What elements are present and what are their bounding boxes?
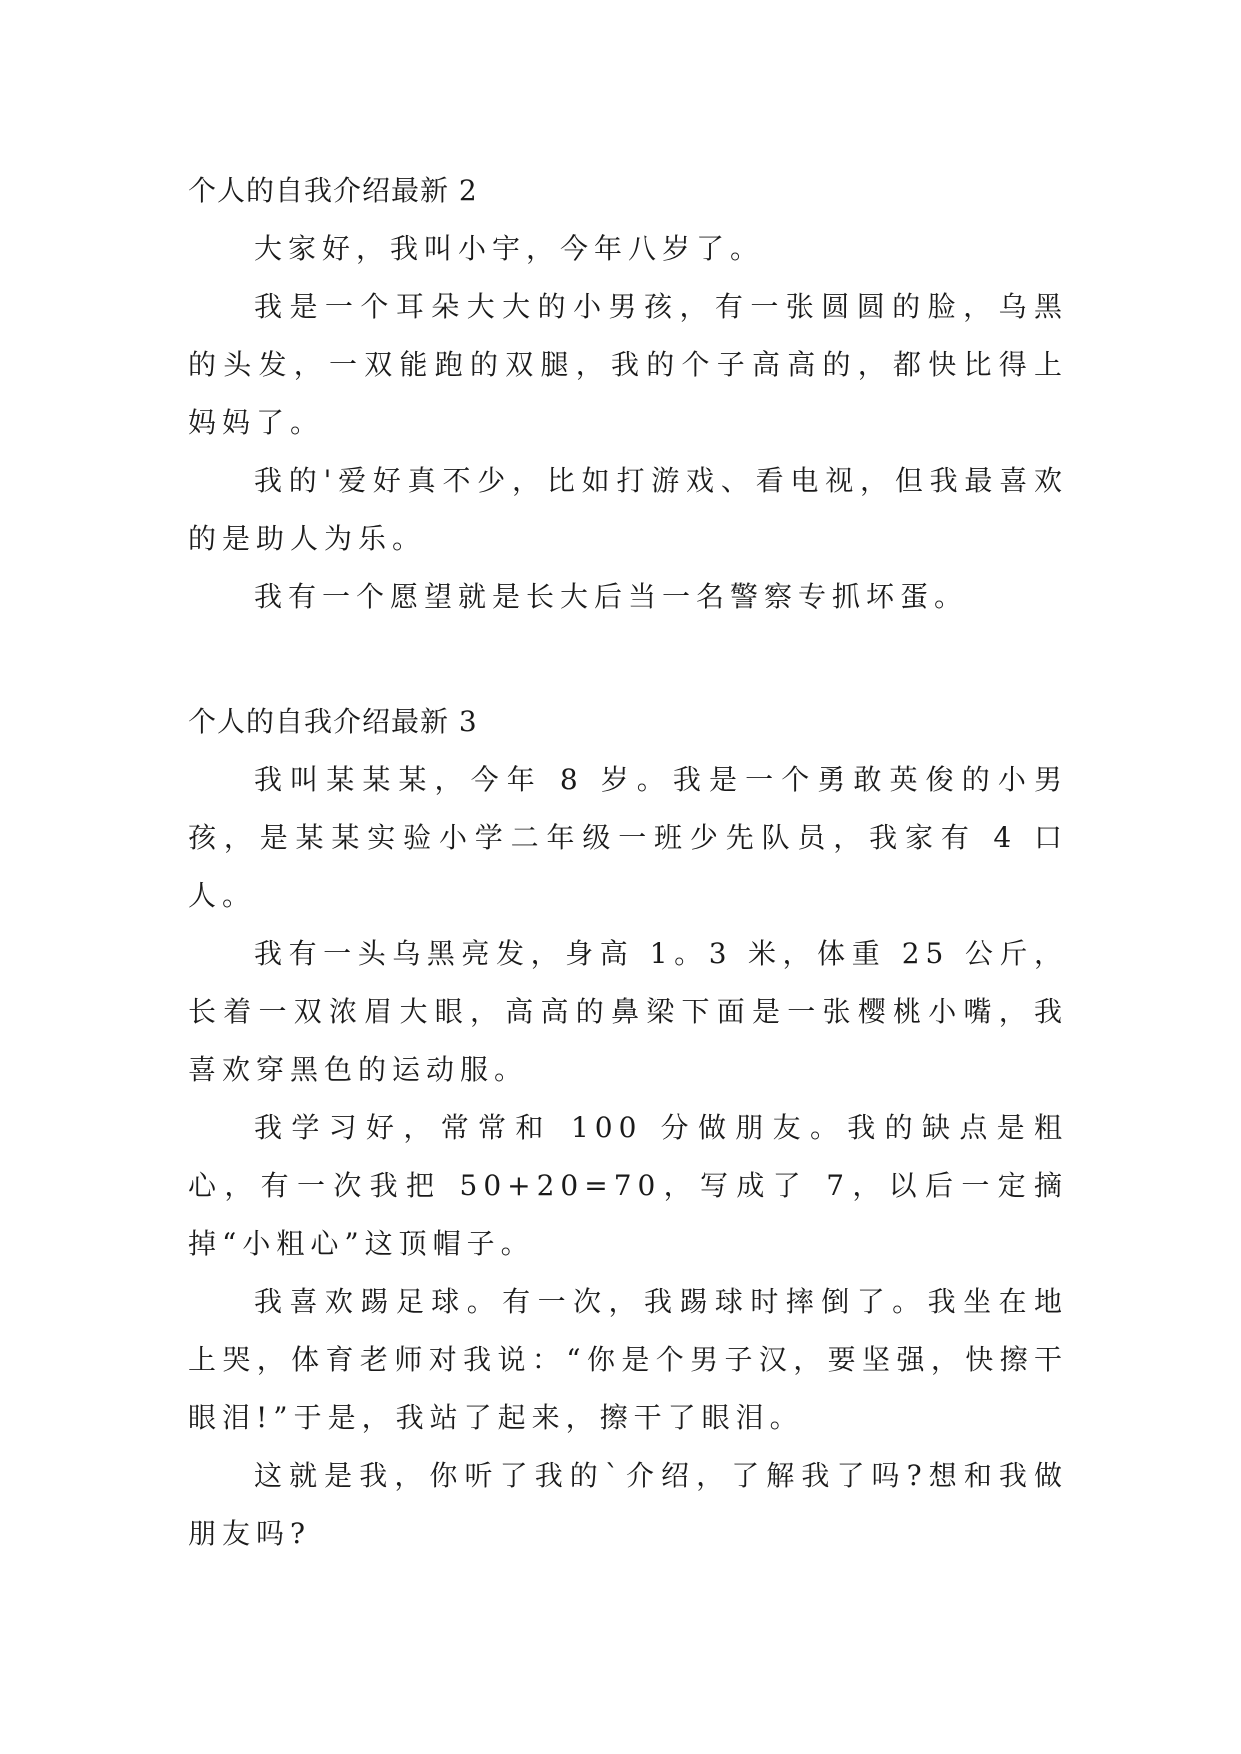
section-intro-2 [188,162,1068,626]
paragraph: 我是一个耳朵大大的小男孩，有一张圆圆的脸，乌黑的头发，一双能跑的双腿，我的个子高高的，都快比得上妈妈了。 [188,290,1068,439]
paragraph: 我叫某某某，今年 8 岁。我是一个勇敢英俊的小男孩，是某某实验小学二年级一班少先队员，我家有 4 口人。 [188,763,1068,912]
paragraph: 我有一个愿望就是长大后当一名警察专抓坏蛋。 [254,580,969,613]
paragraph: 我有一头乌黑亮发，身高 1。3 米，体重 25 公斤，长着一双浓眉大眼，高高的鼻梁下面是一张樱桃小嘴，我喜欢穿黑色的运动服。 [188,937,1068,1086]
paragraph: 我的'爱好真不少，比如打游戏、看电视，但我最喜欢的是助人为乐。 [188,464,1068,555]
paragraph: 大家好，我叫小宇，今年八岁了。 [254,232,765,265]
section-intro-3 [188,693,1068,1563]
paragraph: 我喜欢踢足球。有一次，我踢球时摔倒了。我坐在地上哭，体育老师对我说：“你是个男子汉，要坚强，快擦干眼泪!”于是，我站了起来，擦干了眼泪。 [188,1285,1068,1434]
section-heading: 个人的自我介绍最新 2 [188,174,478,207]
paragraph: 我学习好，常常和 100 分做朋友。我的缺点是粗心，有一次我把 50+20=70，写成了 7，以后一定摘掉“小粗心”这顶帽子。 [188,1111,1068,1260]
paragraph: 这就是我，你听了我的`介绍，了解我了吗?想和我做朋友吗? [188,1459,1068,1550]
section-heading: 个人的自我介绍最新 3 [188,705,478,738]
